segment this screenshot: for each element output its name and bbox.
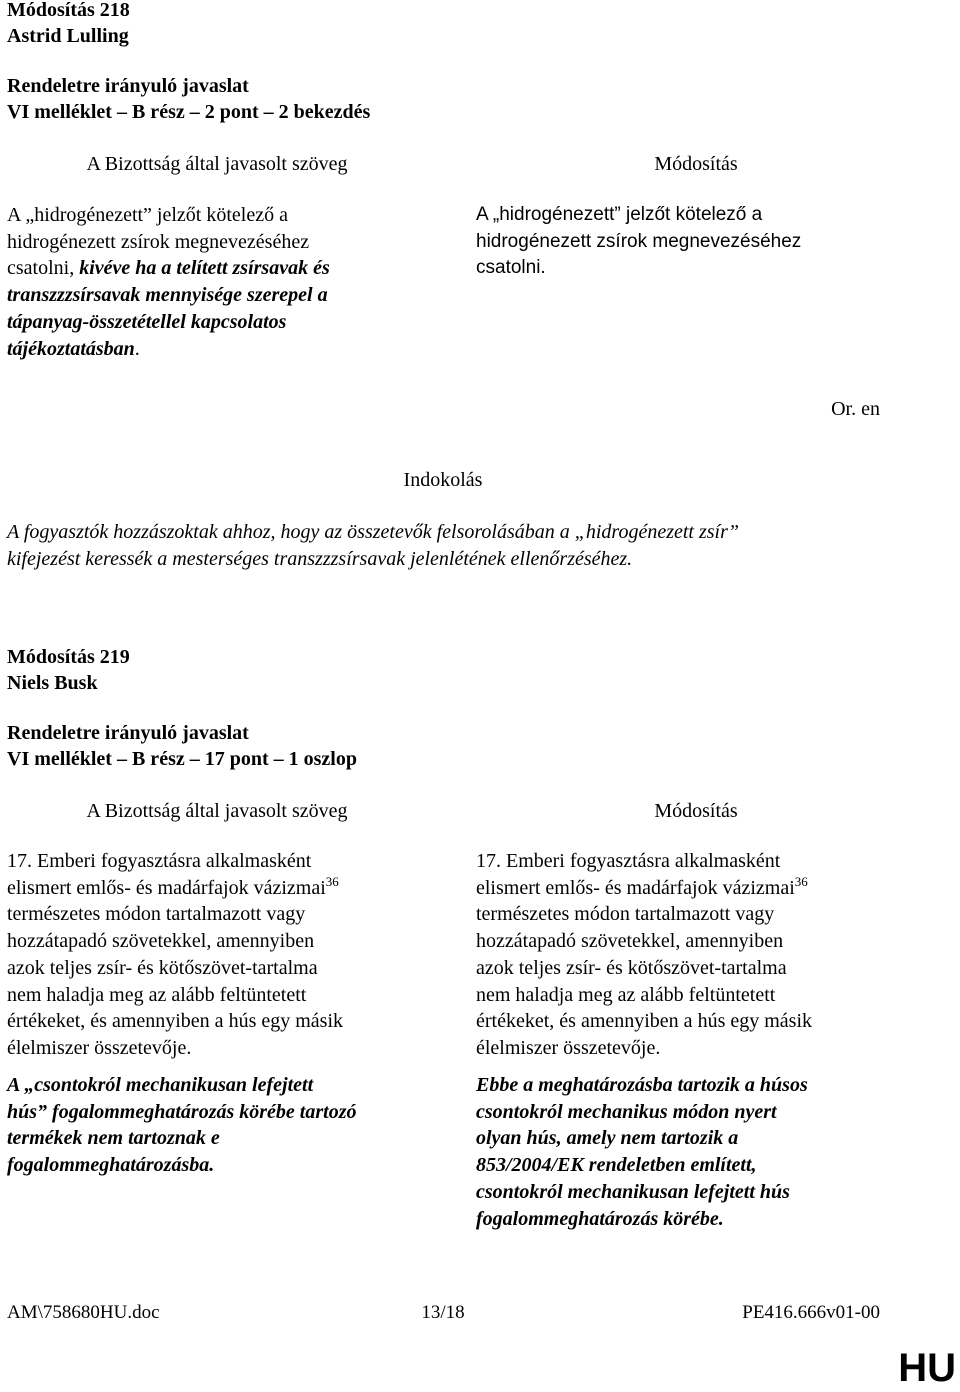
text-line: hozzátapadó szövetekkel, amennyiben — [476, 930, 784, 953]
amendment-219-right-text — [476, 848, 916, 1062]
text-line: természetes módon tartalmazott vagy — [476, 903, 775, 926]
text-line: értékeket, és amennyiben a hús egy másik — [7, 1010, 343, 1033]
amendment-219-right-header: Módosítás — [654, 800, 738, 822]
text-line: élelmiszer összetevője. — [7, 1036, 192, 1059]
deleted-text: transzzzsírsavak mennyisége szerepel a — [7, 284, 328, 307]
deleted-text: termékek nem tartoznak e — [7, 1127, 220, 1150]
text-line: hidrogénezett zsírok megnevezéséhez — [7, 230, 310, 253]
justification-header: Indokolás — [403, 469, 483, 491]
text-line: hidrogénezett zsírok megnevezéséhez — [476, 230, 802, 252]
text-line — [476, 875, 916, 902]
text-line: nem haladja meg az alább feltüntetett — [7, 983, 307, 1006]
footer-doc-ref: AM\758680HU.doc — [7, 1302, 160, 1323]
deleted-text: A „csontokról mechanikusan lefejtett — [7, 1074, 314, 1096]
text-line: A „hidrogénezett” jelzőt kötelező a — [7, 204, 288, 226]
added-text: Ebbe a meghatározásba tartozik a húsos — [476, 1074, 808, 1096]
amendment-219-right-added — [476, 1072, 916, 1232]
text-line: kifejezést keressék a mesterséges transzzzsírsavak jelenlétének ellenőrzéséhez. — [7, 547, 633, 570]
footer-pe-ref: PE416.666v01-00 — [742, 1302, 880, 1323]
original-language: Or. en — [831, 398, 880, 420]
text-run: elismert emlős- és madárfajok vázizmai — [476, 876, 795, 899]
deleted-text: tápanyag-összetétellel kapcsolatos — [7, 310, 287, 333]
amendment-218-reference: VI melléklet – B rész – 2 pont – 2 bekezdés — [7, 101, 371, 123]
deleted-text: kivéve ha a telített zsírsavak és — [74, 257, 330, 280]
deleted-text: fogalommeghatározásba. — [7, 1154, 215, 1177]
text-line — [7, 255, 427, 282]
amendment-218-author: Astrid Lulling — [7, 25, 129, 47]
text-line: csatolni. — [476, 257, 546, 279]
text-line — [7, 336, 427, 363]
text-line: nem haladja meg az alább feltüntetett — [476, 983, 776, 1006]
text-line: azok teljes zsír- és kötőszövet-tartalma — [476, 956, 787, 979]
text-line: hozzátapadó szövetekkel, amennyiben — [7, 930, 315, 953]
text-line: 17. Emberi fogyasztásra alkalmasként — [7, 850, 312, 872]
footnote-ref: 36 — [325, 873, 339, 889]
text-line — [7, 875, 427, 902]
deleted-text: hús” fogalommeghatározás körébe tartozó — [7, 1100, 357, 1123]
amendment-218-left-header: A Bizottság által javasolt szöveg — [86, 153, 348, 175]
text-line: természetes módon tartalmazott vagy — [7, 903, 306, 926]
text-run: elismert emlős- és madárfajok vázizmai — [7, 876, 326, 899]
amendment-218-title: Módosítás 218 — [7, 0, 130, 21]
text-line: A fogyasztók hozzászoktak ahhoz, hogy az összetevők felsorolásában a „hidrogénezett zsír” — [7, 521, 740, 543]
added-text: olyan hús, amely nem tartozik a — [476, 1127, 739, 1150]
amendment-219-proposal: Rendeletre irányuló javaslat — [7, 722, 249, 744]
text-run: . — [134, 337, 140, 360]
added-text: csontokról mechanikus módon nyert — [476, 1100, 777, 1123]
footnote-ref: 36 — [794, 873, 808, 889]
amendment-219-left-text — [7, 848, 427, 1062]
added-text: csontokról mechanikusan lefejtett hús — [476, 1180, 790, 1203]
text-line: A „hidrogénezett” jelzőt kötelező a — [476, 204, 763, 225]
justification-text — [7, 519, 739, 572]
amendment-218-proposal: Rendeletre irányuló javaslat — [7, 75, 249, 97]
footer-language-code: HU — [898, 1346, 956, 1390]
deleted-text: tájékoztatásban — [7, 337, 135, 360]
amendment-219-title: Módosítás 219 — [7, 646, 130, 668]
footer-page-number: 13/18 — [421, 1302, 465, 1323]
amendment-219-reference: VI melléklet – B rész – 17 pont – 1 oszlop — [7, 748, 357, 770]
text-line: élelmiszer összetevője. — [476, 1036, 661, 1059]
added-text: 853/2004/EK rendeletben említett, — [476, 1154, 757, 1177]
amendment-218-right-text — [476, 202, 916, 282]
amendment-218-left-text — [7, 202, 427, 362]
amendment-219-left-deleted — [7, 1072, 427, 1179]
amendment-219-author: Niels Busk — [7, 672, 98, 694]
amendment-219-left-header: A Bizottság által javasolt szöveg — [86, 800, 348, 822]
amendment-218-right-header: Módosítás — [654, 153, 738, 175]
text-line: értékeket, és amennyiben a hús egy másik — [476, 1010, 812, 1033]
text-run: csatolni, — [7, 257, 75, 280]
added-text: fogalommeghatározás körébe. — [476, 1207, 724, 1230]
text-line: 17. Emberi fogyasztásra alkalmasként — [476, 850, 781, 872]
text-line: azok teljes zsír- és kötőszövet-tartalma — [7, 956, 318, 979]
